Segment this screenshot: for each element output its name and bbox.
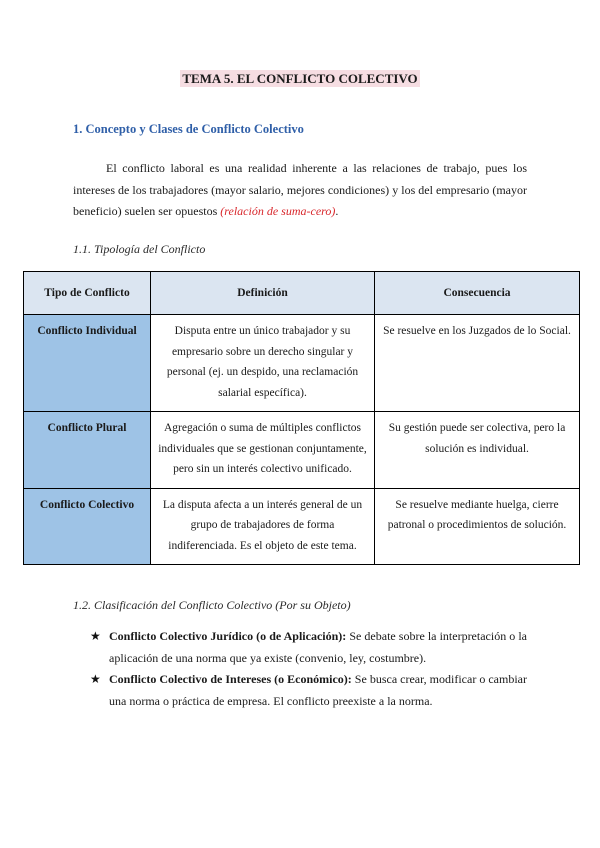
star-icon: ★ — [90, 672, 101, 686]
column-header: Consecuencia — [375, 272, 580, 315]
paragraph-end: . — [335, 204, 339, 218]
column-header: Definición — [151, 272, 375, 315]
list-item-term: Conflicto Colectivo de Intereses (o Económico): — [109, 672, 352, 686]
conflict-typology-table — [23, 271, 580, 565]
table-row — [24, 488, 580, 565]
row-type-cell: Conflicto Colectivo — [24, 488, 151, 565]
table-row — [24, 412, 580, 489]
consequence-cell: Se resuelve en los Juzgados de lo Social. — [375, 315, 580, 412]
section-heading: 1. Concepto y Clases de Conflicto Colectivo — [73, 122, 304, 136]
highlight-text: (relación de suma-cero) — [220, 204, 336, 218]
list-item — [90, 669, 527, 712]
table-row — [24, 315, 580, 412]
consequence-cell: Se resuelve mediante huelga, cierre patronal o procedimientos de solución. — [375, 488, 580, 565]
list-item-term: Conflicto Colectivo Jurídico (o de Aplicación): — [109, 629, 347, 643]
paragraph-text: El conflicto laboral es una realidad inherente a las relaciones de trabajo, pues los intereses de los trabajadores (mayor salario, mejores condiciones) y los del empresario (mayor beneficio) suelen ser opuestos — [73, 161, 527, 218]
row-type-cell: Conflicto Plural — [24, 412, 151, 489]
column-header: Tipo de Conflicto — [24, 272, 151, 315]
definition-cell: La disputa afecta a un interés general de un grupo de trabajadores de forma indiferenciada. Es el objeto de este tema. — [151, 488, 375, 565]
intro-paragraph — [73, 158, 527, 223]
star-icon: ★ — [90, 629, 101, 643]
subsection-heading-typology: 1.1. Tipología del Conflicto — [73, 242, 206, 256]
row-type-cell: Conflicto Individual — [24, 315, 151, 412]
document-title: TEMA 5. EL CONFLICTO COLECTIVO — [182, 71, 418, 86]
consequence-cell: Su gestión puede ser colectiva, pero la solución es individual. — [375, 412, 580, 489]
classification-list — [90, 626, 527, 712]
subsection-heading-classification: 1.2. Clasificación del Conflicto Colectivo (Por su Objeto) — [73, 598, 351, 612]
list-item — [90, 626, 527, 669]
list-item-text: Se busca crear, modificar o cambiar una norma o práctica de empresa. El conflicto preexiste a la norma. — [109, 672, 527, 708]
definition-cell: Agregación o suma de múltiples conflictos individuales que se gestionan conjuntamente, pero sin un interés colectivo unificado. — [151, 412, 375, 489]
list-item-text: Se debate sobre la interpretación o la aplicación de una norma que ya existe (convenio, ley, costumbre). — [109, 629, 527, 665]
table-header-row — [24, 272, 580, 315]
definition-cell: Disputa entre un único trabajador y su empresario sobre un derecho singular y personal (ej. un despido, una reclamación salarial específica). — [151, 315, 375, 412]
